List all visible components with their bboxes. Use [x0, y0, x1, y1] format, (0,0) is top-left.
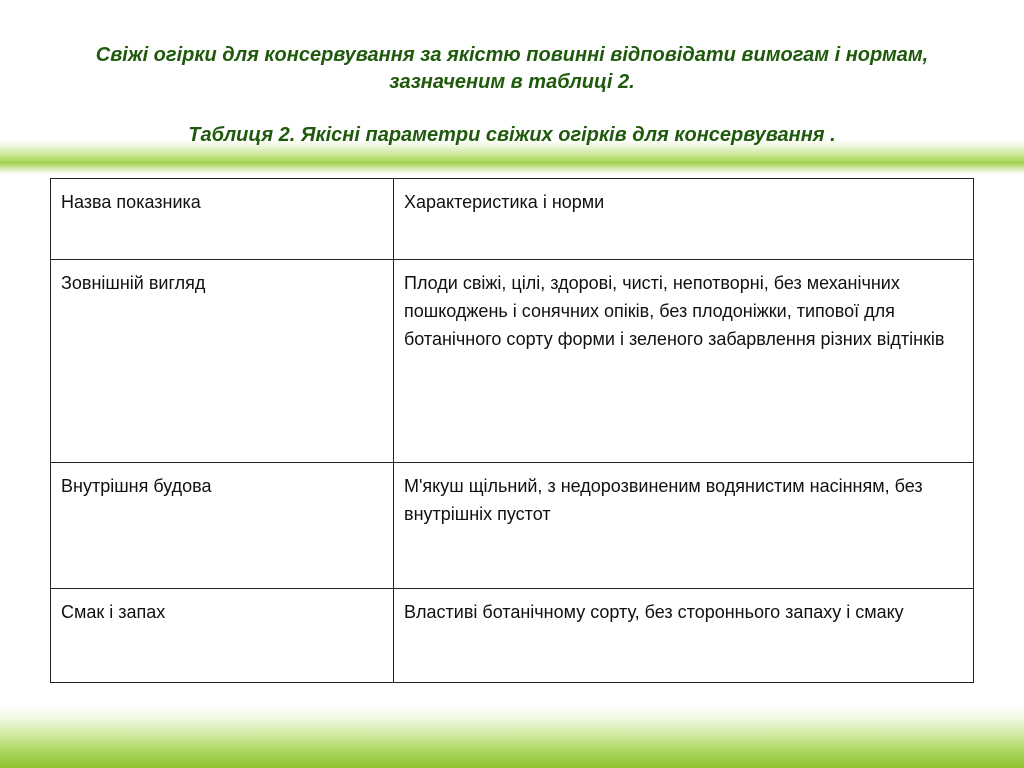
table-header-row: [51, 179, 974, 260]
intro-heading: Свіжі огірки для консервування за якістю повинні відповідати вимогам і нормам, зазначеним в таблиці 2.: [95, 44, 929, 93]
row-norms-cell: Властиві ботанічному сорту, без стороннього запаху і смаку: [394, 589, 974, 683]
header-norms-cell: Характеристика і норми: [394, 179, 974, 260]
row-name-cell: Зовнішній вигляд: [51, 260, 394, 463]
table-caption: Таблиця 2. Якісні параметри свіжих огірків для консервування .: [188, 124, 836, 146]
row-norms-cell: М'якуш щільний, з недорозвиненим водянистим насінням, без внутрішніх пустот: [394, 463, 974, 589]
bottom-green-band: [0, 706, 1024, 768]
table-row: [51, 589, 974, 683]
header-name-cell: Назва показника: [51, 179, 394, 260]
row-norms-cell: Плоди свіжі, цілі, здорові, чисті, непотворні, без механічних пошкоджень і сонячних опіків, без плодоніжки, типової для ботанічного сорту форми і зеленого забарвлення різних відтінків: [394, 260, 974, 463]
row-name-cell: Смак і запах: [51, 589, 394, 683]
quality-table-wrapper: [50, 178, 974, 683]
table-row: [51, 260, 974, 463]
table-row: [51, 463, 974, 589]
row-name-cell: Внутрішня будова: [51, 463, 394, 589]
quality-table: [50, 178, 974, 683]
